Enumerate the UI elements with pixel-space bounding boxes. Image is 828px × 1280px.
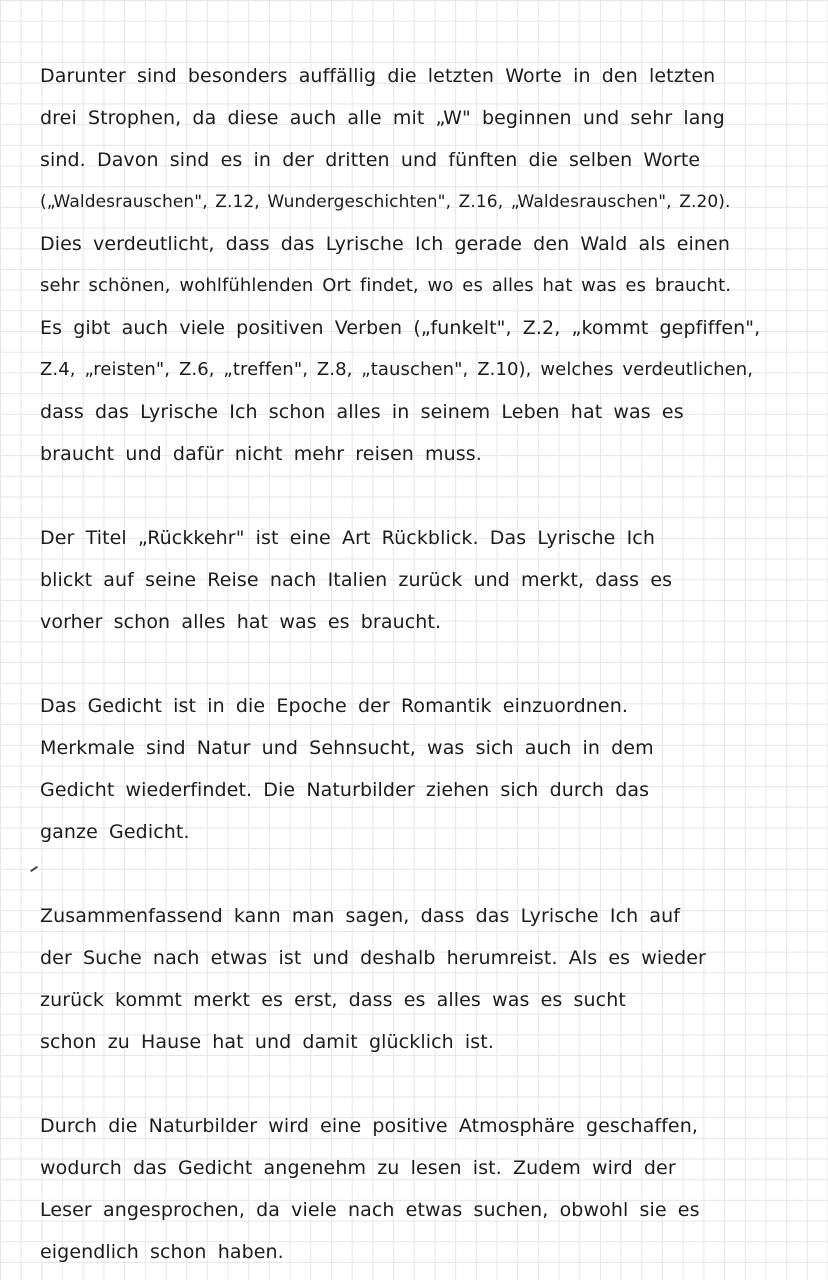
text-line: schon zu Hause hat und damit glücklich ist. — [40, 1031, 494, 1053]
text-line: Leser angesprochen, da viele nach etwas suchen, obwohl sie es — [40, 1199, 700, 1221]
text-line: („Waldesrauschen", Z.12, Wundergeschichten", Z.16, „Waldesrauschen", Z.20). — [40, 192, 731, 212]
text-line: blickt auf seine Reise nach Italien zurück und merkt, dass es — [40, 569, 673, 591]
text-line: Merkmale sind Natur und Sehnsucht, was sich auch in dem — [40, 737, 654, 759]
text-line: Gedicht wiederfindet. Die Naturbilder ziehen sich durch das — [40, 779, 650, 801]
text-line: der Suche nach etwas ist und deshalb herumreist. Als es wieder — [40, 947, 706, 969]
text-line: Dies verdeutlicht, dass das Lyrische Ich gerade den Wald als einen — [40, 233, 730, 255]
text-line: sind. Davon sind es in der dritten und fünften die selben Worte — [40, 149, 701, 171]
text-line: ganze Gedicht. — [40, 821, 190, 843]
text-line: zurück kommt merkt es erst, dass es alles was es sucht — [40, 989, 626, 1011]
text-line: Es gibt auch viele positiven Verben („funkelt", Z.2, „kommt gepfiffen", — [40, 317, 761, 339]
text-line: Das Gedicht ist in die Epoche der Romantik einzuordnen. — [40, 695, 628, 717]
text-line: sehr schönen, wohlfühlenden Ort findet, wo es alles hat was es braucht. — [40, 275, 732, 296]
text-line: Zusammenfassend kann man sagen, dass das Lyrische Ich auf — [40, 905, 681, 927]
text-line: vorher schon alles hat was es braucht. — [40, 611, 442, 633]
text-line: Z.4, „reisten", Z.6, „treffen", Z.8, „tauschen", Z.10), welches verdeutlichen, — [40, 359, 754, 380]
text-line: dass das Lyrische Ich schon alles in seinem Leben hat was es — [40, 401, 684, 423]
text-line: drei Strophen, da diese auch alle mit „W" beginnen und sehr lang — [40, 107, 725, 129]
text-line: wodurch das Gedicht angenehm zu lesen ist. Zudem wird der — [40, 1157, 676, 1179]
text-line: eigendlich schon haben. — [40, 1241, 284, 1263]
text-line: Der Titel „Rückkehr" ist eine Art Rückblick. Das Lyrische Ich — [40, 527, 655, 549]
text-line: Durch die Naturbilder wird eine positive Atmosphäre geschaffen, — [40, 1115, 698, 1137]
text-line: braucht und dafür nicht mehr reisen muss. — [40, 443, 482, 465]
text-line: Darunter sind besonders auffällig die letzten Worte in den letzten — [40, 65, 716, 87]
pen-mark — [30, 866, 38, 872]
